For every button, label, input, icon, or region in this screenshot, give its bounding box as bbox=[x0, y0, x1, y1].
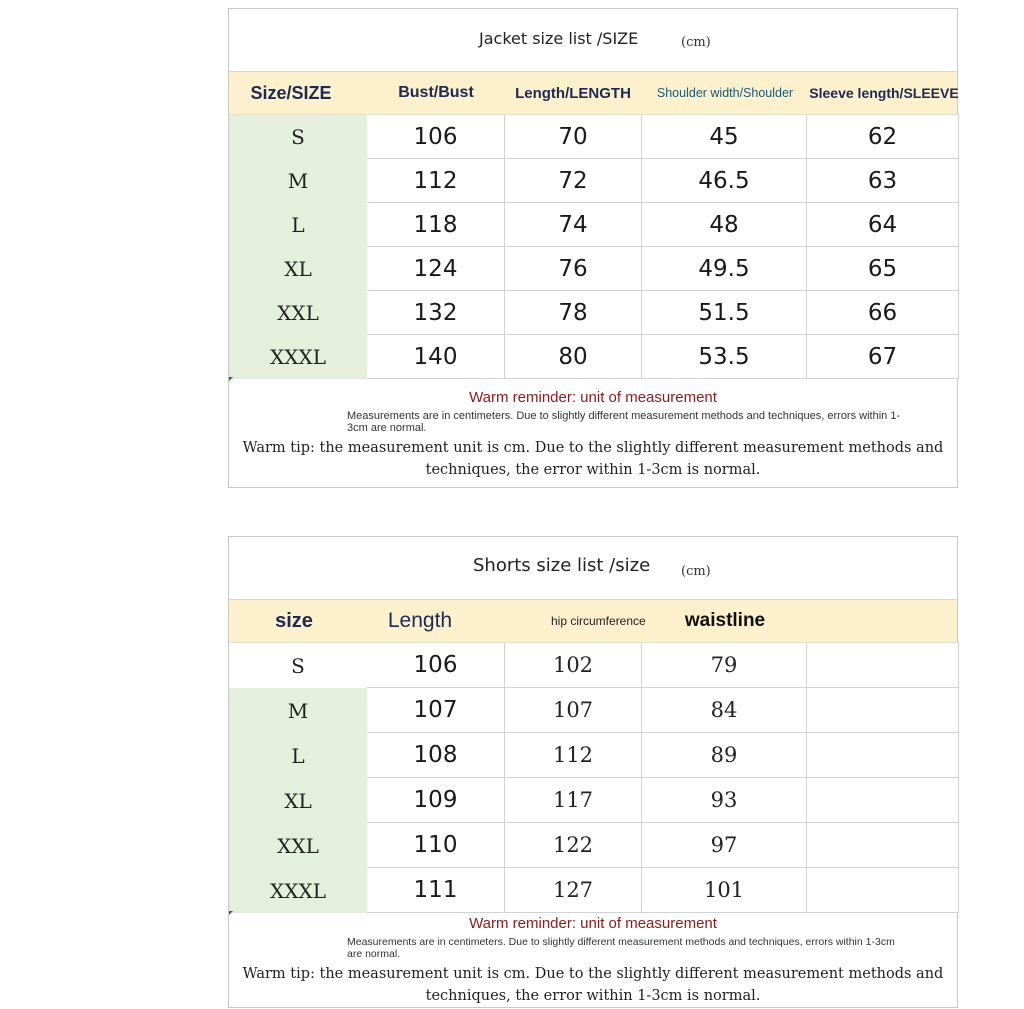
jacket-header-shoulder: Shoulder width/Shoulder bbox=[656, 86, 794, 100]
empty-cell bbox=[807, 733, 959, 778]
shorts-size-chart bbox=[228, 536, 958, 1008]
empty-cell bbox=[807, 823, 959, 868]
value-cell: 65 bbox=[807, 247, 959, 291]
size-cell: L bbox=[229, 733, 367, 778]
value-cell: 107 bbox=[367, 688, 505, 733]
value-cell: 51.5 bbox=[642, 291, 807, 335]
size-cell: M bbox=[229, 688, 367, 733]
value-cell: 111 bbox=[367, 868, 505, 913]
value-cell: 67 bbox=[807, 335, 959, 379]
value-cell: 74 bbox=[505, 203, 642, 247]
value-cell: 62 bbox=[807, 115, 959, 159]
value-cell: 72 bbox=[505, 159, 642, 203]
table-row bbox=[229, 778, 957, 823]
jacket-warm-reminder: Warm reminder: unit of measurement bbox=[469, 389, 717, 406]
value-cell: 109 bbox=[367, 778, 505, 823]
value-cell: 93 bbox=[642, 778, 807, 823]
table-row bbox=[229, 115, 957, 159]
table-row bbox=[229, 868, 957, 913]
value-cell: 70 bbox=[505, 115, 642, 159]
shorts-header-waistline: waistline bbox=[684, 610, 766, 631]
empty-cell bbox=[807, 688, 959, 733]
table-row bbox=[229, 247, 957, 291]
jacket-header-row bbox=[229, 72, 957, 115]
value-cell: 106 bbox=[367, 643, 505, 688]
size-cell: S bbox=[229, 643, 367, 688]
value-cell: 97 bbox=[642, 823, 807, 868]
table-row bbox=[229, 335, 957, 379]
table-row bbox=[229, 823, 957, 868]
value-cell: 84 bbox=[642, 688, 807, 733]
size-cell: XXXL bbox=[229, 868, 367, 913]
value-cell: 63 bbox=[807, 159, 959, 203]
shorts-small-note: Measurements are in centimeters. Due to slightly different measurement methods and techniques, errors within 1-3cm are normal. bbox=[347, 936, 895, 960]
table-row bbox=[229, 203, 957, 247]
size-cell: L bbox=[229, 203, 367, 247]
size-cell: XL bbox=[229, 778, 367, 823]
empty-cell bbox=[807, 778, 959, 823]
shorts-header-hip: hip circumference bbox=[551, 614, 646, 628]
value-cell: 118 bbox=[367, 203, 505, 247]
value-cell: 76 bbox=[505, 247, 642, 291]
jacket-size-chart bbox=[228, 8, 958, 488]
value-cell: 79 bbox=[642, 643, 807, 688]
table-row bbox=[229, 733, 957, 778]
shorts-table-body bbox=[229, 643, 957, 913]
jacket-header-length: Length/LENGTH bbox=[515, 84, 631, 102]
value-cell: 107 bbox=[505, 688, 642, 733]
value-cell: 132 bbox=[367, 291, 505, 335]
value-cell: 140 bbox=[367, 335, 505, 379]
size-cell: XL bbox=[229, 247, 367, 291]
value-cell: 78 bbox=[505, 291, 642, 335]
value-cell: 106 bbox=[367, 115, 505, 159]
size-cell: XXXL bbox=[229, 335, 367, 379]
value-cell: 48 bbox=[642, 203, 807, 247]
jacket-unit: (cm) bbox=[681, 35, 711, 50]
corner-mark bbox=[229, 377, 233, 381]
value-cell: 112 bbox=[505, 733, 642, 778]
value-cell: 53.5 bbox=[642, 335, 807, 379]
shorts-header-size: size bbox=[275, 609, 313, 632]
jacket-table-body bbox=[229, 115, 957, 379]
value-cell: 102 bbox=[505, 643, 642, 688]
empty-cell bbox=[807, 643, 959, 688]
value-cell: 110 bbox=[367, 823, 505, 868]
size-cell: XXL bbox=[229, 823, 367, 868]
table-row bbox=[229, 291, 957, 335]
shorts-warm-reminder: Warm reminder: unit of measurement bbox=[469, 915, 717, 932]
value-cell: 89 bbox=[642, 733, 807, 778]
value-cell: 45 bbox=[642, 115, 807, 159]
jacket-warm-tip: Warm tip: the measurement unit is cm. Due to the slightly different measurement methods and techniques, the error within 1-3cm is normal. bbox=[242, 440, 944, 478]
value-cell: 117 bbox=[505, 778, 642, 823]
size-cell: XXL bbox=[229, 291, 367, 335]
value-cell: 101 bbox=[642, 868, 807, 913]
shorts-warm-tip: Warm tip: the measurement unit is cm. Due to the slightly different measurement methods and techniques, the error within 1-3cm is normal. bbox=[242, 966, 944, 1004]
jacket-header-bust: Bust/Bust bbox=[398, 84, 474, 101]
jacket-small-note: Measurements are in centimeters. Due to slightly different measurement methods and techniques, errors within 1-3cm are normal. bbox=[347, 410, 901, 434]
value-cell: 66 bbox=[807, 291, 959, 335]
jacket-header-size: Size/SIZE bbox=[250, 82, 332, 103]
shorts-title-row bbox=[229, 537, 957, 600]
shorts-unit: (cm) bbox=[681, 564, 711, 579]
size-cell: S bbox=[229, 115, 367, 159]
shorts-header-length: Length bbox=[387, 609, 453, 632]
value-cell: 46.5 bbox=[642, 159, 807, 203]
value-cell: 124 bbox=[367, 247, 505, 291]
empty-cell bbox=[807, 868, 959, 913]
value-cell: 49.5 bbox=[642, 247, 807, 291]
value-cell: 108 bbox=[367, 733, 505, 778]
value-cell: 127 bbox=[505, 868, 642, 913]
table-row bbox=[229, 159, 957, 203]
value-cell: 64 bbox=[807, 203, 959, 247]
table-row bbox=[229, 643, 957, 688]
jacket-title: Jacket size list /SIZE bbox=[479, 29, 639, 48]
value-cell: 112 bbox=[367, 159, 505, 203]
table-row bbox=[229, 688, 957, 733]
jacket-header-sleeve: Sleeve length/SLEEVE bbox=[809, 85, 959, 101]
shorts-header-row bbox=[229, 600, 957, 643]
value-cell: 122 bbox=[505, 823, 642, 868]
size-cell: M bbox=[229, 159, 367, 203]
value-cell: 80 bbox=[505, 335, 642, 379]
shorts-title: Shorts size list /size bbox=[473, 555, 651, 576]
jacket-title-row bbox=[229, 9, 957, 72]
